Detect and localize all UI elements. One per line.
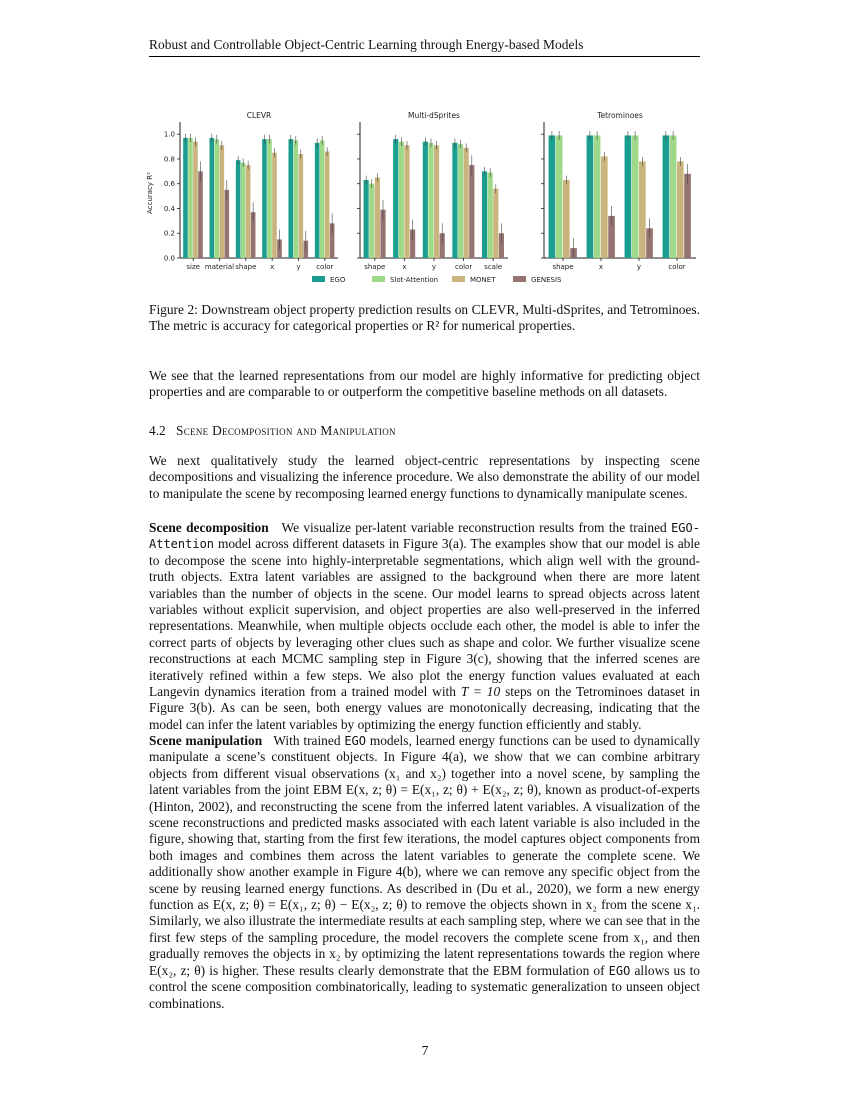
bar-monet bbox=[639, 161, 646, 258]
x-tick-label: x bbox=[598, 263, 604, 271]
model-name-ego-attention: EGO-Attention bbox=[149, 521, 700, 552]
bar-slot-attention bbox=[399, 142, 404, 258]
bar-slot-attention bbox=[369, 184, 374, 258]
caption-text: Downstream object property prediction results on CLEVR, Multi-dSprites, and Tetrominoes. The metric is accuracy for categorical properties or R² for numerical properties. bbox=[149, 302, 700, 334]
bar-ego bbox=[209, 138, 214, 258]
bar-ego bbox=[288, 139, 293, 258]
y-tick-label: 0.4 bbox=[163, 204, 175, 213]
bar-monet bbox=[272, 153, 277, 258]
y-tick-label: 1.0 bbox=[163, 130, 175, 139]
bar-genesis bbox=[469, 165, 474, 258]
scene-decomposition-heading: Scene decomposition bbox=[149, 520, 269, 535]
bar-slot-attention bbox=[594, 135, 601, 258]
legend-label: GENESIS bbox=[531, 276, 562, 284]
x-tick-label: y bbox=[431, 263, 437, 271]
bar-slot-attention bbox=[188, 138, 193, 258]
bar-slot-attention bbox=[293, 140, 298, 258]
bar-monet bbox=[601, 156, 608, 258]
decomposition-text-a: We visualize per-latent variable reconstruction results from the trained bbox=[281, 520, 667, 535]
bar-slot-attention bbox=[556, 135, 563, 258]
bar-ego bbox=[423, 142, 428, 258]
bar-slot-attention bbox=[320, 140, 325, 258]
bar-slot-attention bbox=[428, 143, 433, 258]
bar-ego bbox=[663, 135, 670, 258]
legend-label: Slot-Attention bbox=[390, 276, 439, 284]
y-axis-label: Accuracy R² bbox=[146, 172, 154, 214]
legend-swatch-slot-attention bbox=[372, 276, 385, 282]
decomposition-text-b: model across different datasets in Figure 3(a). The examples show that our model is able to decompose the scene into highly-interpretable segmentations, which align well with the ground-truth objects. Extra latent variables are assigned to the background when there are more latent variables than the number of objects in the scene. Our model learns to spread objects across latent variables without explicit supervision, and object properties are also well-preserved in the inferred representations. Meanwhile, when multiple objects occlude each other, the model is able to infer the correct parts of objects by leveraging other clues such as shape and color. We further visualize scene reconstructions at each MCMC sampling step in Figure 3(c), showing that the inferred scenes are iteratively refined within a few steps. We also plot the energy function values evaluated at each Langevin dynamics iteration from a trained model with bbox=[149, 536, 700, 700]
manipulation-text-a: With trained bbox=[273, 733, 341, 748]
y-tick-label: 0.6 bbox=[163, 180, 175, 189]
x-tick-label: y bbox=[636, 263, 642, 271]
bar-slot-attention bbox=[458, 144, 463, 258]
legend-label: EGO bbox=[330, 276, 346, 284]
bar-ego bbox=[364, 180, 369, 258]
bar-ego bbox=[587, 135, 594, 258]
bar-slot-attention bbox=[670, 135, 677, 258]
caption-label: Figure 2: bbox=[149, 302, 198, 317]
figure-2-bar-charts bbox=[140, 100, 710, 290]
bar-monet bbox=[677, 161, 684, 258]
chart-title: Tetrominoes bbox=[597, 111, 643, 120]
x-tick-label: shape bbox=[364, 263, 386, 271]
bar-genesis bbox=[198, 171, 203, 258]
bar-slot-attention bbox=[632, 135, 639, 258]
legend-swatch-genesis bbox=[513, 276, 526, 282]
x-tick-label: shape bbox=[235, 263, 257, 271]
x-tick-label: x bbox=[270, 263, 275, 271]
chart-title: Multi-dSprites bbox=[408, 111, 460, 120]
manipulation-text-c: allows us to control the scene composition combinatorically, leading to systematic generalization to unseen object combinations. bbox=[149, 962, 700, 1011]
bar-monet bbox=[375, 178, 380, 258]
x-tick-label: scale bbox=[484, 263, 503, 271]
paragraph-scene-decomposition bbox=[149, 520, 700, 733]
bar-ego bbox=[393, 139, 398, 258]
bar-monet bbox=[220, 145, 225, 258]
bar-monet bbox=[299, 154, 304, 258]
page-number: 7 bbox=[421, 1043, 429, 1058]
bar-slot-attention bbox=[267, 139, 272, 258]
paragraph-section-intro: We next qualitatively study the learned object-centric representations by inspecting scene decompositions and visualizing the inference procedure. We also demonstrate the ability of our model to manipulate the scene by recomposing learned energy functions to dynamically manipulate scenes. bbox=[149, 453, 700, 501]
manipulation-text-b: models, learned energy functions can be used to dynamically manipulate a scene’s constituent objects. In Figure 4(a), we show that we can combine arbitrary objects from different visual observations (x₁ and x₂) together into a novel scene, by sampling the latent variables from the joint EBM E(x, z; θ) = E(x₁, z; θ) + E(x₂, z; θ), known as product-of-experts (Hinton, 2002), and reconstructing the scene from the inferred latent variables. A visualization of the scene reconstructions and predicted masks associated with each latent variable is also included in the figure, showing that, starting from the first few iterations, the model captures object components from both images and combines them across the latent variables to generate the complete scene. We additionally show another example in Figure 4(b), where we can remove any specific object from the scene by reusing learned energy functions. As described in (Du et al., 2020), we form a new energy function as E(x, z; θ) = E(x₁, z; θ) − E(x₂, z; θ) to remove the objects shown in x₂ from the scene x₁. Similarly, we also illustrate the intermediate results at each sampling step, where we can see that in the first few steps of the sampling procedure, the model recovers the complete scene from x₁, and then gradually removes the objects in x₂ by optimizing the latent representations towards the region where E(x₂, z; θ) is higher. These results clearly demonstrate that the EBM formulation of bbox=[149, 733, 700, 978]
model-name-ego: EGO bbox=[344, 734, 367, 748]
bar-monet bbox=[493, 189, 498, 258]
x-tick-label: size bbox=[186, 263, 200, 271]
bar-ego bbox=[625, 135, 632, 258]
bar-ego bbox=[315, 143, 320, 258]
y-tick-label: 0.8 bbox=[163, 155, 175, 164]
decomposition-math: T = 10 bbox=[460, 684, 501, 700]
bar-monet bbox=[325, 152, 330, 258]
bar-monet bbox=[464, 148, 469, 258]
x-tick-label: color bbox=[316, 263, 334, 271]
bar-genesis bbox=[225, 190, 230, 258]
y-tick-label: 0.0 bbox=[163, 254, 175, 263]
bar-genesis bbox=[684, 174, 691, 258]
y-tick-label: 0.2 bbox=[163, 229, 175, 238]
bar-ego bbox=[262, 139, 267, 258]
x-tick-label: y bbox=[296, 263, 301, 271]
bar-monet bbox=[193, 142, 198, 258]
bar-ego bbox=[452, 143, 457, 258]
legend-label: MONET bbox=[470, 276, 496, 284]
running-title: Robust and Controllable Object-Centric Learning through Energy-based Models bbox=[149, 37, 584, 52]
bar-monet bbox=[434, 145, 439, 258]
bar-ego bbox=[183, 138, 188, 258]
section-title: Scene Decomposition and Manipulation bbox=[176, 423, 396, 438]
bar-monet bbox=[563, 180, 570, 258]
x-tick-label: material bbox=[204, 263, 235, 271]
x-tick-label: color bbox=[668, 263, 686, 271]
section-heading bbox=[149, 423, 396, 439]
chart-title: CLEVR bbox=[246, 111, 272, 120]
figure-caption bbox=[149, 302, 700, 335]
header-rule bbox=[149, 56, 700, 57]
bar-monet bbox=[246, 165, 251, 258]
x-tick-label: color bbox=[454, 263, 473, 271]
bar-slot-attention bbox=[488, 173, 493, 258]
model-name-ego-2: EGO bbox=[608, 963, 631, 978]
bar-slot-attention bbox=[241, 163, 246, 258]
bar-ego bbox=[549, 135, 556, 258]
bar-ego bbox=[482, 171, 487, 258]
legend-swatch-monet bbox=[452, 276, 465, 282]
scene-manipulation-heading: Scene manipulation bbox=[149, 733, 263, 748]
decomposition-text-c: steps on the Tetrominoes dataset in Figure 3(b). As can be seen, both energy values are monotonically decreasing, indicating that the model can infer the latent variables by optimizing the energy function efficiently and stably. bbox=[149, 684, 701, 732]
paragraph-results-summary: We see that the learned representations from our model are highly informative for predicting object properties and are comparable to or outperform the competitive baseline methods on all datasets. bbox=[149, 368, 700, 400]
bar-slot-attention bbox=[214, 139, 219, 258]
bar-ego bbox=[236, 160, 241, 258]
bar-monet bbox=[404, 145, 409, 258]
x-tick-label: shape bbox=[552, 263, 574, 271]
legend-swatch-ego bbox=[312, 276, 325, 282]
x-tick-label: x bbox=[402, 263, 407, 271]
paragraph-scene-manipulation bbox=[149, 733, 700, 1012]
section-number: 4.2 bbox=[149, 423, 166, 438]
